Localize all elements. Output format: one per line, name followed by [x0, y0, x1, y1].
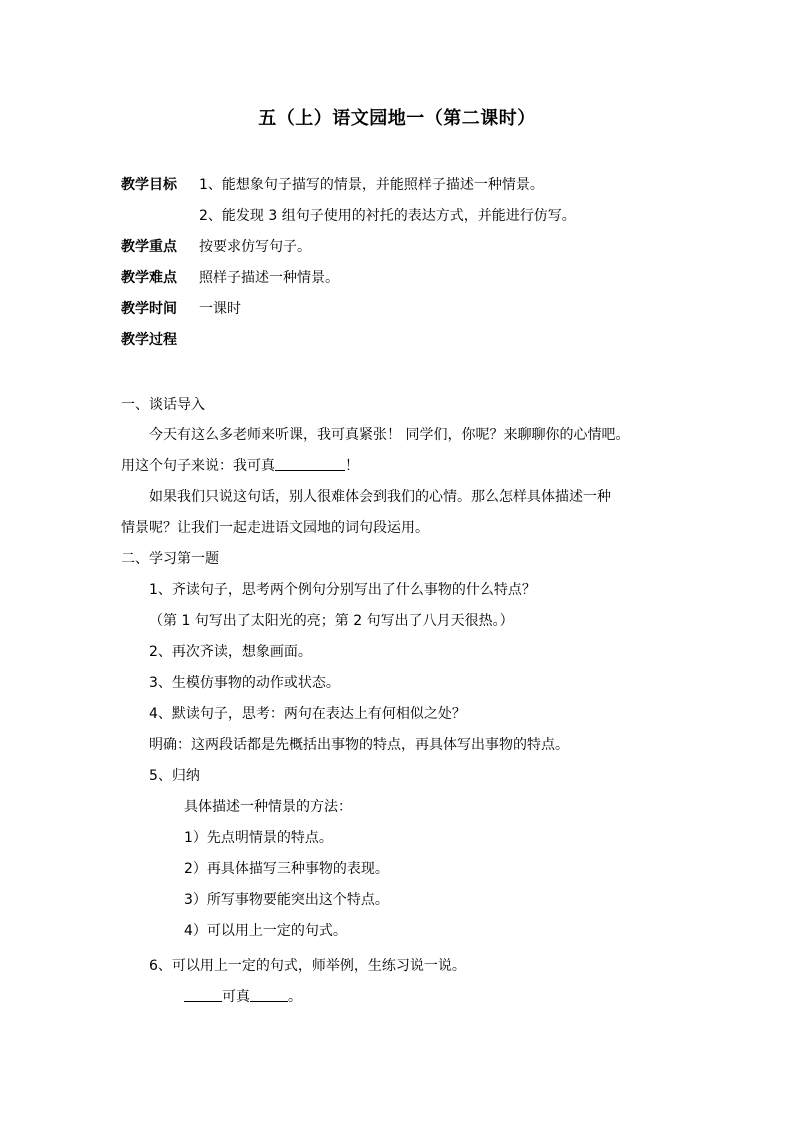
- step-4: 4、默读句子，思考：两句在表达上有何相似之处？: [149, 706, 466, 722]
- method-2: 2）再具体描写三种事物的表现。: [184, 861, 389, 877]
- sentence-end: ！: [345, 458, 359, 474]
- method-1: 1）先点明情景的特点。: [184, 830, 333, 846]
- method-intro: 具体描述一种情景的方法：: [184, 799, 352, 815]
- step-2: 2、再次齐读，想象画面。: [149, 644, 312, 660]
- section-2-heading: 二、学习第一题: [121, 551, 219, 567]
- pattern-end: 。: [288, 989, 302, 1005]
- goal-1: 1、能想象句子描写的情景，并能照样子描述一种情景。: [199, 177, 544, 193]
- fill-blank-1: [184, 987, 222, 1002]
- step-3: 3、生模仿事物的动作或状态。: [149, 675, 340, 691]
- step-4-answer: 明确：这两段话都是先概括出事物的特点，再具体写出事物的特点。: [149, 737, 569, 753]
- focus-label: 教学重点: [121, 239, 177, 255]
- paragraph-2-line-2: 情景呢？让我们一起走进语文园地的词句段运用。: [121, 520, 429, 536]
- step-6: 6、可以用上一定的句式，师举例，生练习说一说。: [149, 958, 466, 974]
- sentence-prompt: 用这个句子来说：我可真: [121, 458, 275, 474]
- time-label: 教学时间: [121, 301, 177, 317]
- sentence-pattern: [184, 987, 302, 1007]
- fill-blank: [275, 456, 345, 471]
- intro-paragraph-line-1: 今天有这么多老师来听课，我可真紧张！ 同学们，你呢？来聊聊你的心情吧。: [149, 427, 630, 443]
- goals-label: 教学目标: [121, 177, 177, 193]
- method-4: 4）可以用上一定的句式。: [184, 923, 347, 939]
- page-title: 五（上）语文园地一（第二课时）: [258, 108, 536, 129]
- method-3: 3）所写事物要能突出这个特点。: [184, 892, 389, 908]
- section-1-heading: 一、谈话导入: [121, 397, 205, 413]
- step-5: 5、归纳: [149, 768, 200, 784]
- time-text: 一课时: [199, 301, 241, 317]
- paragraph-2-line-1: 如果我们只说这句话，别人很难体会到我们的心情。那么怎样具体描述一种: [149, 489, 611, 505]
- goal-2: 2、能发现 3 组句子使用的衬托的表达方式，并能进行仿写。: [199, 208, 576, 224]
- intro-paragraph-line-2: [121, 456, 359, 476]
- difficulty-label: 教学难点: [121, 270, 177, 286]
- step-1-note: （第 1 句写出了太阳光的亮；第 2 句写出了八月天很热。）: [149, 613, 514, 629]
- pattern-mid: 可真: [222, 989, 250, 1005]
- fill-blank-2: [250, 987, 288, 1002]
- difficulty-text: 照样子描述一种情景。: [199, 270, 339, 286]
- step-1: 1、齐读句子，思考两个例句分别写出了什么事物的什么特点？: [149, 582, 536, 598]
- focus-text: 按要求仿写句子。: [199, 239, 311, 255]
- process-label: 教学过程: [121, 332, 177, 348]
